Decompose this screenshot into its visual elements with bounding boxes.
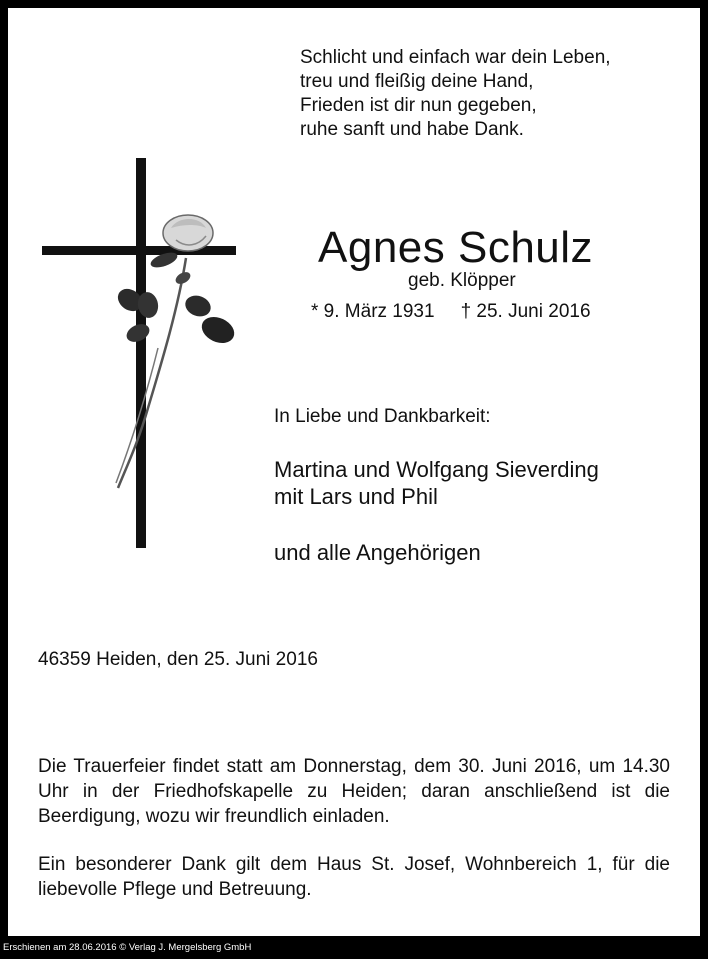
funeral-info: Die Trauerfeier findet statt am Donnerstag, dem 30. Juni 2016, um 14.30 Uhr in der Friedhofskapelle zu Heiden; daran anschließend ist die Beerdigung, wozu wir freundlich einladen. xyxy=(38,756,670,827)
poem xyxy=(300,46,611,142)
family-names xyxy=(274,456,599,510)
maiden-name: geb. Klöpper xyxy=(408,270,516,291)
deceased-name: Agnes Schulz xyxy=(318,223,594,272)
publication-footer: Erschienen am 28.06.2016 © Verlag J. Mergelsberg GmbH xyxy=(3,942,252,953)
family-line: Martina und Wolfgang Sieverding xyxy=(274,457,599,482)
obituary-card xyxy=(8,8,700,936)
place-date: 46359 Heiden, den 25. Juni 2016 xyxy=(38,649,318,670)
mourners-intro: In Liebe und Dankbarkeit: xyxy=(274,406,491,427)
death-date: † 25. Juni 2016 xyxy=(460,301,591,322)
family-line: mit Lars und Phil xyxy=(274,484,438,509)
poem-line: Frieden ist dir nun gegeben, xyxy=(300,95,537,116)
life-dates xyxy=(311,301,591,323)
poem-line: Schlicht und einfach war dein Leben, xyxy=(300,47,611,68)
poem-line: ruhe sanft und habe Dank. xyxy=(300,119,524,140)
poem-line: treu und fleißig deine Hand, xyxy=(300,71,534,92)
thanks-note: Ein besonderer Dank gilt dem Haus St. Josef, Wohnbereich 1, für die liebevolle Pflege und Betreuung. xyxy=(38,854,670,900)
cross-icon xyxy=(42,158,236,548)
rose-icon xyxy=(114,215,239,488)
birth-date: * 9. März 1931 xyxy=(311,301,435,322)
cross-with-rose-image xyxy=(38,158,243,553)
relatives: und alle Angehörigen xyxy=(274,540,481,565)
